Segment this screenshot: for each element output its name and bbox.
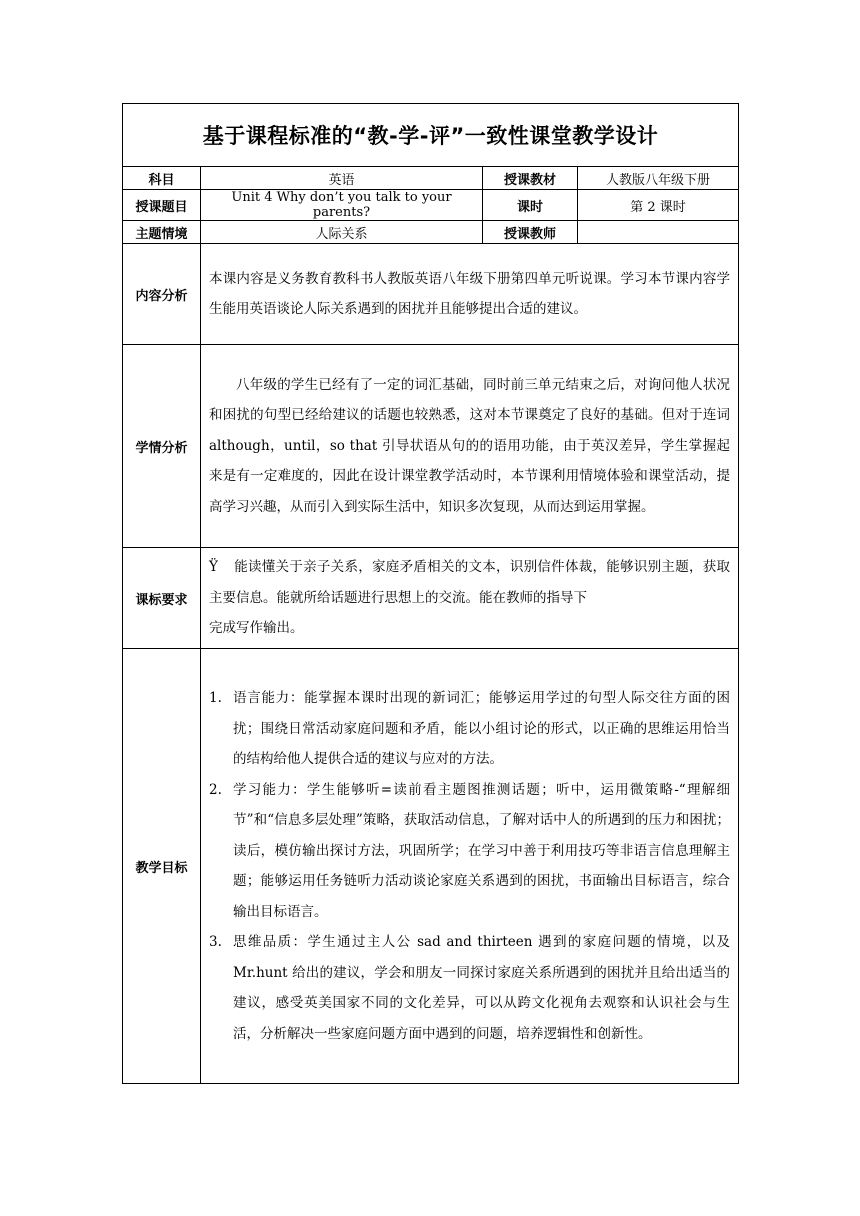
standard-requirements-text: 能读懂关于亲子关系，家庭矛盾相关的文本，识别信件体裁，能够识别主题，获取主要信息。能就所给话题进行思想上的交流。能在教师的指导下 [209, 559, 731, 606]
topic-label: 授课题目 [123, 190, 201, 221]
student-analysis-text: 八年级的学生已经有了一定的词汇基础，同时前三单元结束之后，对询问他人状况和困扰的句型已经给建议的话题也较熟悉，这对本节课奠定了良好的基础。但对于连词 although，until，so that 引导状语从句的的语用功能，由于英汉差异，学生掌握起来是有一定难度的，因此在设计课堂教学活动时，本节课利用情境体验和课堂活动，提高学习兴趣，从而引入到实际生活中，知识多次复现，从而达到运用掌握。 [201, 345, 739, 548]
content-analysis-text: 本课内容是义务教育教科书人教版英语八年级下册第四单元听说课。学习本节课内容学生能用英语谈论人际关系遇到的困扰并且能够提出合适的建议。 [201, 244, 739, 345]
theme-label: 主题情境 [123, 221, 201, 244]
document-title: 基于课程标准的“教-学-评”一致性课堂教学设计 [123, 104, 739, 167]
textbook-value: 人教版八年级下册 [578, 167, 739, 190]
lesson-plan-document [122, 103, 738, 1084]
objectives-list [209, 683, 730, 1049]
list-item-text: 思维品质：学生通过主人公 sad and thirteen 遇到的家庭问题的情境，以及 Mr.hunt 给出的建议，学会和朋友一同探讨家庭关系所遇到的困扰并且给出适当的建议，感受英美国家不同的文化差异，可以从跨文化视角去观察和认识社会与生活，分析解决一些家庭问题方面中遇到的问题，培养逻辑性和创新性。 [233, 934, 731, 1042]
period-label: 课时 [483, 190, 578, 221]
teacher-label: 授课教师 [483, 221, 578, 244]
teaching-objectives-label: 教学目标 [123, 649, 201, 1084]
lesson-plan-table [122, 103, 739, 1084]
student-analysis-label: 学情分析 [123, 345, 201, 548]
content-analysis-label: 内容分析 [123, 244, 201, 345]
teaching-objectives-cell [201, 649, 739, 1084]
standard-requirements-text-2: 完成写作输出。 [209, 620, 304, 637]
period-value: 第 2 课时 [578, 190, 739, 221]
list-item-number: 3. [209, 934, 222, 950]
standard-requirements-cell [201, 548, 739, 649]
teacher-value [578, 221, 739, 244]
list-item-number: 1. [209, 690, 222, 706]
textbook-label: 授课教材 [483, 167, 578, 190]
bullet-icon: Ÿ [209, 559, 218, 576]
standard-requirements-label: 课标要求 [123, 548, 201, 649]
subject-label: 科目 [123, 167, 201, 190]
topic-value: Unit 4 Why don’t you talk to your parents? [201, 190, 483, 221]
theme-value: 人际关系 [201, 221, 483, 244]
list-item-number: 2. [209, 781, 222, 798]
list-item [209, 683, 730, 775]
list-item [209, 927, 730, 1049]
list-item [209, 775, 730, 928]
list-item-text: 语言能力：能掌握本课时出现的新词汇；能够运用学过的句型人际交往方面的困扰；围绕日常活动家庭问题和矛盾，能以小组讨论的形式，以正确的思维运用恰当的结构给他人提供合适的建议与应对的方法。 [233, 690, 731, 767]
list-item-text: 学习能力：学生能够听=读前看主题图推测话题；听中，运用微策略-“理解细节”和“信息多层处理”策略，获取活动信息，了解对话中人的所遇到的压力和困扰；读后，模仿输出探讨方法，巩固所学；在学习中善于利用技巧等非语言信息理解主题；能够运用任务链听力活动谈论家庭关系遇到的困扰，书面输出目标语言，综合输出目标语言。 [233, 781, 731, 920]
subject-value: 英语 [201, 167, 483, 190]
